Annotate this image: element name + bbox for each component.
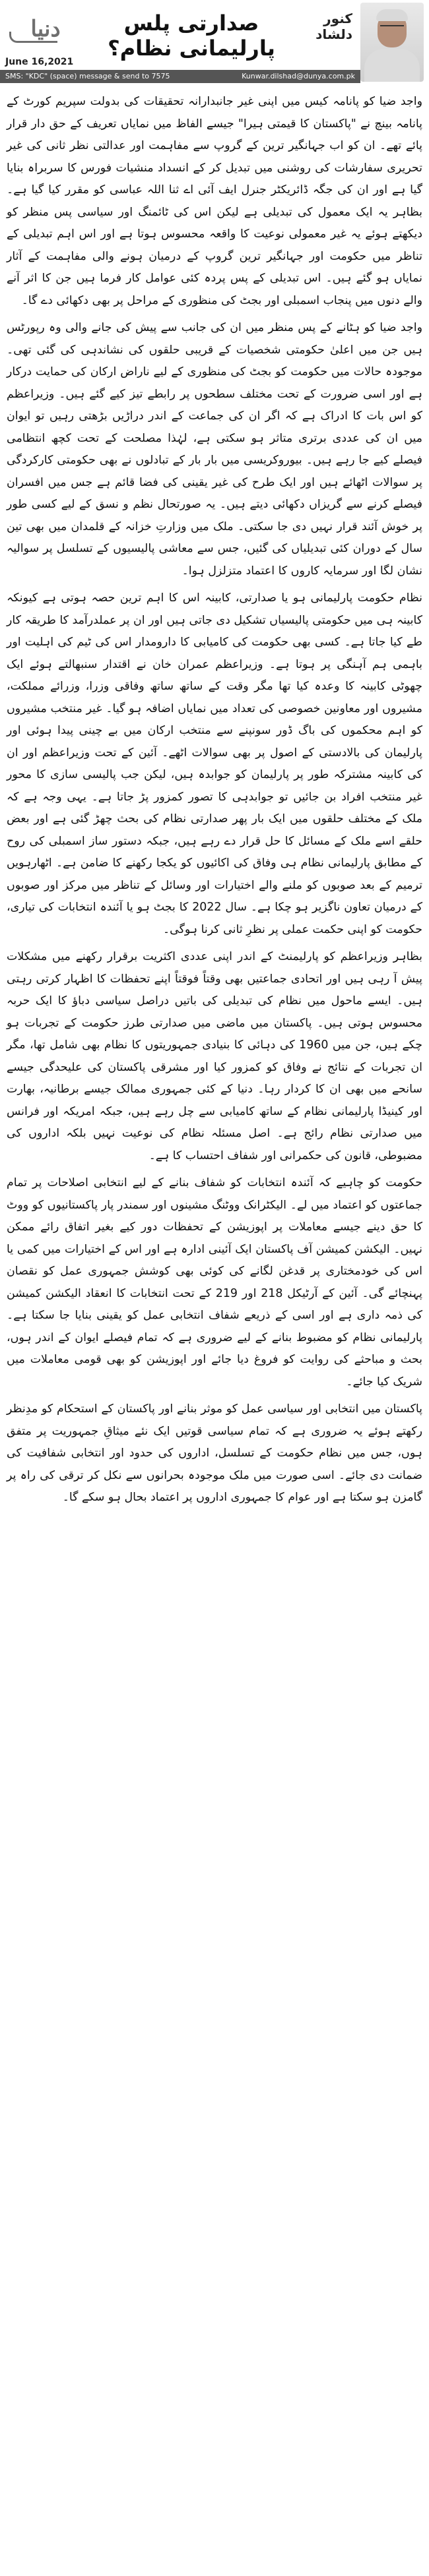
author-email[interactable]: Kunwar.dilshad@dunya.com.pk bbox=[242, 72, 355, 80]
logo-text: دنیا bbox=[30, 16, 61, 42]
article-body bbox=[7, 91, 422, 1514]
avatar-hair bbox=[376, 9, 408, 21]
sms-instructions: SMS: "KDC" (space) message & send to 7575 bbox=[5, 72, 170, 80]
paragraph: حکومت کو چاہیے کہ آئندہ انتخابات کو شفاف بنانے کے لیے انتخابی اصلاحات پر تمام جماعتوں کو اعتماد میں لے۔ الیکٹرانک ووٹنگ مشینوں اور سمندر پار پاکستانیوں کو ووٹ کا حق دینے جیسے معاملات پر اپوزیشن کے تحفظات دور کیے بغیر اتفاق رائے ممکن نہیں۔ الیکشن کمیشن آف پاکستان ایک آئینی ادارہ ہے اور اس کے اختیارات میں کمی یا اس کی خودمختاری پر قدغن لگانے کی کوئی بھی کوشش جمہوری عمل کو نقصان پہنچائے گی۔ آئین کے آرٹیکل 218 اور 219 کے تحت انتخابات کا انعقاد الیکشن کمیشن کی ذمہ داری ہے اور اسی کے ذریعے شفاف انتخابی عمل کو یقینی بنایا جا سکتا ہے۔ پارلیمانی نظام کو مضبوط بنانے کے لیے ضروری ہے کہ تمام فیصلے ایوان کے اندر ہوں، بحث و مباحثے کی روایت کو فروغ دیا جائے اور اپوزیشن کو بھی قومی معاملات میں شریک کیا جائے۔ bbox=[7, 1176, 422, 1389]
paragraph: پاکستان میں انتخابی اور سیاسی عمل کو موثر بنانے اور پاکستان کے استحکام کو مدِنظر رکھتے ہوئے یہ ضروری ہے کہ تمام سیاسی قوتیں ایک نئے میثاقِ جمہوریت پر متفق ہوں، جس میں نظام حکومت کے تسلسل، اداروں کی حدود اور انتخابی شفافیت کی ضمانت دی جائے۔ اسی صورت میں ملک موجودہ بحرانوں سے نکل کر ترقی کی راہ پر گامزن ہو سکتا ہے اور عوام کا جمہوری اداروں پر اعتماد بحال ہو سکے گا۔ bbox=[7, 1402, 422, 1504]
newspaper-logo bbox=[7, 5, 84, 53]
paragraph: واجد ضیا کو ہٹانے کے پس منظر میں ان کی جانب سے پیش کی جانے والی وہ رپورٹس ہیں جن میں اعلیٰ حکومتی شخصیات کے قریبی حلقوں کی نشاندہی کی گئی تھی۔ موجودہ حالات میں حکومت کو بجٹ کی منظوری کے لیے ناراض ارکان کی حمایت درکار ہے اور اسی ضرورت کے تحت مختلف سطحوں پر رابطے تیز کیے گئے ہیں۔ وزیراعظم کو اس بات کا ادراک ہے کہ اگر ان کی جماعت کے اندر دراڑیں بڑھتی رہیں تو ایوان میں ان کی عددی برتری متاثر ہو سکتی ہے، لہٰذا مصلحت کے تحت کچھ انتظامی فیصلے کیے جا رہے ہیں۔ بیوروکریسی میں بار بار کے تبادلوں نے بھی حکومتی کارکردگی پر سوالات اٹھائے ہیں اور ایک طرح کی غیر یقینی کی فضا قائم ہے جس میں افسران فیصلے کرنے سے گریزاں دکھائی دیتے ہیں۔ یہ صورتحال نظم و نسق کے لیے کسی طور پر خوش آئند قرار نہیں دی جا سکتی۔ ملک میں وزارتِ خزانہ کے قلمدان میں بھی تین سال کے دوران کئی تبدیلیاں کی گئیں، جس سے معاشی پالیسیوں کے تسلسل پر سوالیہ نشان لگا اور سرمایہ کاروں کا اعتماد متزلزل ہوا۔ bbox=[7, 321, 422, 578]
avatar-glasses-icon bbox=[380, 25, 404, 32]
author-name: کنور دلشاد bbox=[315, 11, 352, 42]
paragraph: واجد ضیا کو پانامہ کیس میں اپنی غیر جانبدارانہ تحقیقات کی بدولت سپریم کورٹ کے پانامہ بینچ نے "پاکستان کا قیمتی ہیرا" جیسے الفاظ میں نمایاں تعریف کے حق دار قرار پائے تھے۔ ان کو اب جہانگیر ترین کے گروپ سے مفاہمت اور عدالتی نظر ثانی کی غیر تحریری سفارشات کی روشنی میں تبدیل کر کے انسداد منشیات فورس کا سربراہ بنایا گیا ہے اور ان کی جگہ ڈائریکٹر جنرل ایف آئی اے ثنا اللہ عباسی کو مقرر کیا گیا ہے۔ بظاہر یہ ایک معمول کی تبدیلی ہے لیکن اس کی ٹائمنگ اور سیاسی پس منظر کو دیکھتے ہوئے یہ غیر معمولی نوعیت کا واقعہ محسوس ہوتا ہے اور اس اہم تبدیلی کے تناظر میں حکومت اور جہانگیر ترین گروپ کے درمیان ہونے والی مفاہمت کے آثار نمایاں ہو گئے ہیں۔ اس تبدیلی کے پس پردہ کئی عوامل کار فرما ہیں جن کا اثر آنے والے دنوں میں پنجاب اسمبلی اور بجٹ کی منظوری کے مراحل پر بھی دکھائی دے گا۔ bbox=[7, 95, 422, 307]
author-photo bbox=[360, 3, 424, 82]
column-title: صدارتی پلس پارلیمانی نظام؟ bbox=[108, 11, 275, 61]
logo-swoosh-icon bbox=[9, 32, 57, 43]
paragraph: نظام حکومت پارلیمانی ہو یا صدارتی، کابینہ اس کا اہم ترین حصہ ہوتی ہے کیونکہ کابینہ ہی میں حکومتی پالیسیاں تشکیل دی جاتی ہیں اور ان پر عملدرآمد کا طریقہ کار طے کیا جاتا ہے۔ کسی بھی حکومت کی کامیابی کا دارومدار اس کی ٹیم کی اہلیت اور باہمی ہم آہنگی پر ہوتا ہے۔ وزیراعظم عمران خان نے اقتدار سنبھالتے ہوئے ایک چھوٹی کابینہ کا وعدہ کیا تھا مگر وقت کے ساتھ ساتھ وفاقی وزرا، وزرائے مملکت، مشیروں اور معاونین خصوصی کی تعداد میں نمایاں اضافہ ہو گیا۔ غیر منتخب مشیروں کو اہم محکموں کی باگ ڈور سونپنے سے منتخب ارکان میں بے چینی پیدا ہوئی اور پارلیمان کی بالادستی کے اصول پر بھی سوالات اٹھے۔ آئین کے تحت وزیراعظم اور ان کی کابینہ مشترکہ طور پر پارلیمان کو جوابدہ ہیں، لیکن جب پالیسی سازی کا محور غیر منتخب افراد بن جائیں تو جوابدہی کا تصور کمزور پڑ جاتا ہے۔ یہی وجہ ہے کہ ملک کے مختلف حلقوں میں ایک بار پھر صدارتی نظام کی بحث چھڑ گئی ہے اور بعض حلقے اسے ملک کے مسائل کا حل قرار دے رہے ہیں، جبکہ دستور ساز اسمبلی کی روح کے مطابق پارلیمانی نظام ہی وفاق کی اکائیوں کو یکجا رکھنے کا ضامن ہے۔ اٹھارہویں ترمیم کے بعد صوبوں کو ملنے والے اختیارات اور وسائل کے تناظر میں مرکز اور صوبوں کے درمیان تعاون ناگزیر ہو چکا ہے۔ سال 2022 کا بجٹ ہو یا آئندہ انتخابات کی تیاری، حکومت کو اپنی حکمت عملی پر نظرِ ثانی کرنا ہوگی۔ bbox=[7, 591, 422, 936]
publish-date: June 16,2021 bbox=[5, 57, 74, 67]
column-header bbox=[0, 0, 429, 92]
avatar-shirt bbox=[364, 49, 420, 82]
contact-bar bbox=[0, 70, 360, 83]
author-block bbox=[290, 11, 352, 50]
paragraph: بظاہر وزیراعظم کو پارلیمنٹ کے اندر اپنی عددی اکثریت برقرار رکھنے میں مشکلات پیش آ رہی ہیں اور اتحادی جماعتیں بھی وقتاً فوقتاً اپنے تحفظات کا اظہار کرتی رہتی ہیں۔ ایسے ماحول میں نظام کی تبدیلی کی باتیں دراصل سیاسی دباؤ کا ایک حربہ محسوس ہوتی ہیں۔ پاکستان میں ماضی میں صدارتی طرز حکومت کے تجربات ہو چکے ہیں، جن میں 1960 کی دہائی کا بنیادی جمہوریتوں کا نظام بھی شامل تھا، مگر ان تجربات کے نتائج نے وفاق کو کمزور کیا اور مشرقی پاکستان کی علیحدگی جیسے سانحے میں بھی ان کا کردار رہا۔ دنیا کے کئی جمہوری ممالک جیسے برطانیہ، بھارت اور کینیڈا پارلیمانی نظام کے ساتھ کامیابی سے چل رہے ہیں، جبکہ امریکہ اور فرانس میں صدارتی نظام رائج ہے۔ اصل مسئلہ نظام کی نوعیت نہیں بلکہ اداروں کی مضبوطی، قانون کی حکمرانی اور شفاف احتساب کا ہے۔ bbox=[7, 950, 422, 1162]
